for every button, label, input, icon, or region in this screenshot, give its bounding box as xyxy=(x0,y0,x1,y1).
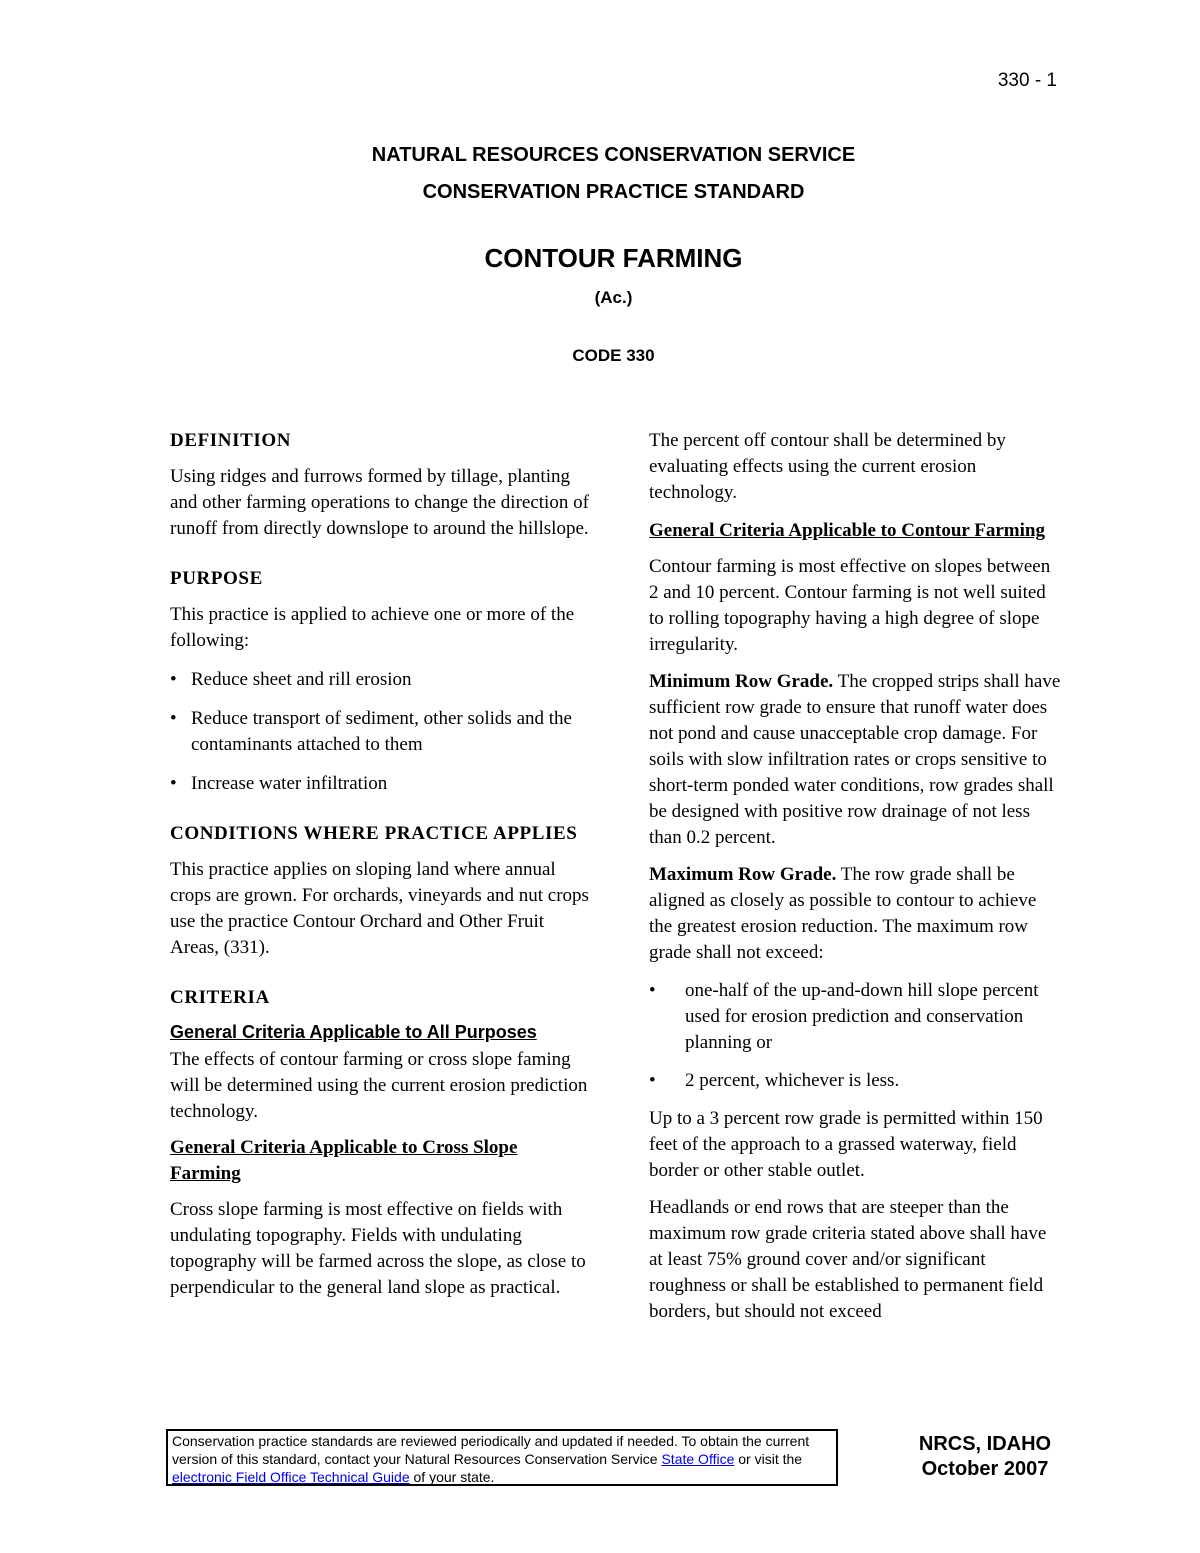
headlands-text: Headlands or end rows that are steeper than the maximum row grade criteria stated above shall have at least 75% ground cover and/or significant roughness or shall be established to permanent field borders, but should not exceed xyxy=(649,1197,1047,1322)
criteria-heading: CRITERIA xyxy=(170,987,270,1008)
footer-date: October 2007 xyxy=(921,1458,1049,1480)
footer-notice-text: Conservation practice standards are reviewed periodically and updated if needed. To obtain the current version of this standard, contact your Natural Resources Conservation Service xyxy=(172,1433,810,1467)
purpose-item-text: Reduce transport of sediment, other solids and the contaminants attached to them xyxy=(191,708,572,755)
max-row-grade-text: The row grade shall be aligned as closely as possible to contour to achieve the greatest erosion reduction. The maximum row grade shall not exceed: xyxy=(649,864,1037,963)
criteria-cross-heading: General Criteria Applicable to Cross Slope Farming xyxy=(170,1137,518,1184)
definition-heading: DEFINITION xyxy=(170,430,292,451)
purpose-item-text: Increase water infiltration xyxy=(191,773,388,794)
min-row-grade-label: Minimum Row Grade. xyxy=(649,671,834,692)
list-item xyxy=(170,771,590,797)
list-item xyxy=(649,978,1064,1056)
bullet-icon: • xyxy=(170,669,177,690)
standard-type-heading: CONSERVATION PRACTICE STANDARD xyxy=(422,181,805,203)
purpose-intro: This practice is applied to achieve one or more of the following: xyxy=(170,604,575,651)
max-row-grade-paragraph xyxy=(649,862,1064,966)
purpose-list xyxy=(170,667,590,797)
purpose-heading: PURPOSE xyxy=(170,568,263,589)
bullet-icon: • xyxy=(170,773,177,794)
practice-unit: (Ac.) xyxy=(594,288,633,307)
purpose-item-text: Reduce sheet and rill erosion xyxy=(191,669,412,690)
footer-notice-text: or visit the xyxy=(738,1451,803,1467)
state-office-link[interactable]: State Office xyxy=(661,1451,735,1467)
footer-notice xyxy=(166,1429,838,1486)
practice-code: CODE 330 xyxy=(572,346,655,365)
bullet-icon: • xyxy=(649,980,656,1001)
footer-org: NRCS, IDAHO xyxy=(918,1433,1052,1455)
criteria-all-heading: General Criteria Applicable to All Purposes xyxy=(170,1022,537,1042)
conditions-heading: CONDITIONS WHERE PRACTICE APPLIES xyxy=(170,823,578,844)
definition-text: Using ridges and furrows formed by tillage, planting and other farming operations to change the direction of runoff from directly downslope to around the hillslope. xyxy=(170,466,589,539)
bullet-icon: • xyxy=(649,1070,656,1091)
page-number: 330 - 1 xyxy=(997,70,1057,91)
max-grade-item-text: one-half of the up-and-down hill slope percent used for erosion prediction and conservation planning or xyxy=(685,980,1039,1053)
criteria-all-text: The effects of contour farming or cross slope faming will be determined using the current erosion prediction technology. xyxy=(170,1049,588,1122)
contour-criteria-text: Contour farming is most effective on slopes between 2 and 10 percent. Contour farming is not well suited to rolling topography having a high degree of slope irregularity. xyxy=(649,556,1051,655)
left-column xyxy=(170,428,590,1301)
list-item xyxy=(649,1068,1064,1094)
list-item xyxy=(170,706,590,758)
practice-title: CONTOUR FARMING xyxy=(484,243,743,273)
criteria-cross-text: Cross slope farming is most effective on fields with undulating topography. Fields with undulating topography will be farmed across the slope, as close to perpendicular to the general land slope as practical. xyxy=(170,1199,586,1298)
footer-origin xyxy=(880,1432,1090,1482)
max-grade-item-text: 2 percent, whichever is less. xyxy=(685,1070,900,1091)
contour-criteria-heading: General Criteria Applicable to Contour Farming xyxy=(649,520,1045,541)
right-column xyxy=(649,428,1064,1325)
list-item xyxy=(170,667,590,693)
footer-notice-text: of your state. xyxy=(413,1469,495,1485)
min-row-grade-text: The cropped strips shall have sufficient row grade to ensure that runoff water does not pond and cause unacceptable crop damage. For soils with slow infiltration rates or crops sensitive to short-term ponded water conditions, row grades shall be designed with positive row drainage of not less than 0.2 percent. xyxy=(649,671,1061,848)
min-row-grade-paragraph xyxy=(649,669,1064,851)
bullet-icon: • xyxy=(170,708,177,729)
max-grade-list xyxy=(649,978,1064,1094)
conditions-text: This practice applies on sloping land where annual crops are grown. For orchards, vineyards and nut crops use the practice Contour Orchard and Other Fruit Areas, (331). xyxy=(170,859,589,958)
off-contour-text: The percent off contour shall be determined by evaluating effects using the current erosion technology. xyxy=(649,430,1006,503)
agency-heading: NATURAL RESOURCES CONSERVATION SERVICE xyxy=(371,144,856,166)
max-row-grade-label: Maximum Row Grade. xyxy=(649,864,837,885)
fotg-link[interactable]: electronic Field Office Technical Guide xyxy=(172,1469,410,1485)
three-percent-text: Up to a 3 percent row grade is permitted within 150 feet of the approach to a grassed waterway, field border or other stable outlet. xyxy=(649,1108,1043,1181)
